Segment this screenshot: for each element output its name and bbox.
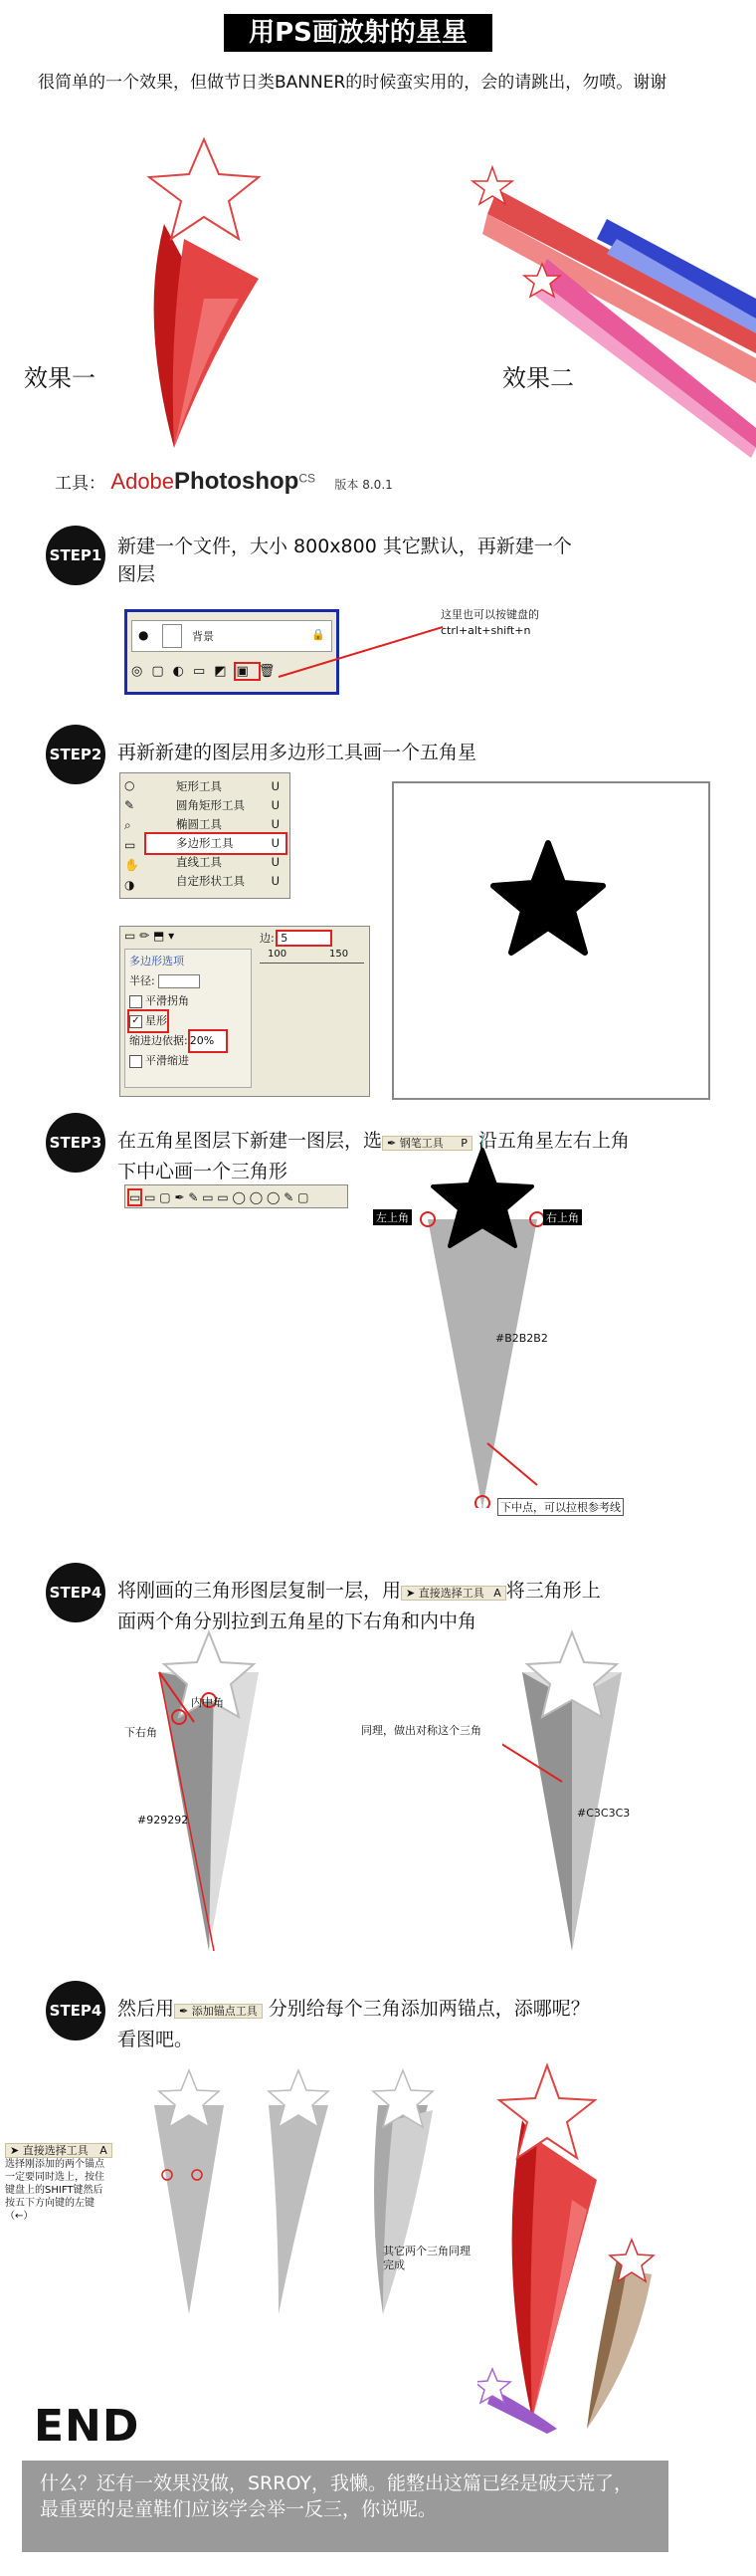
- step5-done-note: 其它两个三角同理 完成: [383, 2245, 471, 2271]
- closing-line1: 什么？还有一效果没做，SRROY，我懒。能整出这篇已经是破天荒了，: [40, 2472, 633, 2494]
- step1-hint-line1: 这里也可以按键盘的: [441, 608, 539, 621]
- arrow-icon: ➤: [406, 1587, 416, 1600]
- menu-item-ellipse[interactable]: 椭圆工具 U: [176, 817, 280, 831]
- step3-text-line2: 下中心画一个三角形: [117, 1161, 288, 1182]
- pen-tool-chip: ✒ 钢笔工具 P: [382, 1136, 472, 1151]
- final-result-illustration: [477, 2060, 657, 2439]
- step4-text-line2: 面两个角分别拉到五角星的下右角和内中角: [117, 1610, 477, 1632]
- menu-item-rounded-rectangle[interactable]: 圆角矩形工具 U: [176, 798, 280, 812]
- label-upper-right: 右上角: [543, 1209, 582, 1225]
- step5-left-note: ➤ 直接选择工具 A 选择刚添加的两个锚点 一定要同时选上，按住 键盘上的SHIFT键然后 按五下方向键的左键 （←）: [5, 2143, 129, 2223]
- effect-two-label: 效果二: [502, 364, 574, 392]
- direct-select-chip: ➤ 直接选择工具 A: [401, 1586, 506, 1601]
- smooth-indents-checkbox[interactable]: 平滑缩进: [129, 1051, 247, 1071]
- new-layer-icon[interactable]: ▣: [236, 664, 258, 679]
- page-title: 用PS画放射的星星: [224, 14, 492, 52]
- lock-icon: 🔒: [311, 628, 325, 641]
- star-checkbox[interactable]: ✓ 星形: [129, 1011, 167, 1031]
- brand-adobe: Adobe: [110, 469, 175, 494]
- smooth-corners-checkbox[interactable]: 平滑拐角: [129, 991, 247, 1011]
- step4-left-color: #929292: [137, 1814, 189, 1826]
- step3-color: #B2B2B2: [495, 1332, 548, 1345]
- menu-item-rectangle[interactable]: 矩形工具 U: [176, 779, 280, 793]
- black-star: [394, 783, 708, 1098]
- step3-badge: STEP3: [46, 1113, 105, 1173]
- label-lower-right: 下右角: [124, 1726, 157, 1739]
- direct-select-chip-2: ➤ 直接选择工具 A: [5, 2143, 112, 2158]
- step3-options-bar[interactable]: ▭ ▭ ▢ ✒ ✎ ▭ ▭ ◯ ◯ ◯ ✎ ▢: [124, 1184, 348, 1208]
- intro-text: 很简单的一个效果，但做节日类BANNER的时候蛮实用的，会的请跳出，勿喷。谢谢: [38, 73, 667, 93]
- step1-hint: [441, 607, 539, 639]
- indent-input[interactable]: 20%: [190, 1031, 226, 1051]
- radius-input[interactable]: [158, 974, 200, 988]
- step3-bottom-note: 下中点，可以拉根参考线: [497, 1498, 624, 1516]
- shape-layers-icon: ▭: [129, 1190, 141, 1204]
- label-upper-left: 左上角: [373, 1209, 412, 1225]
- sides-input[interactable]: 5: [278, 932, 330, 945]
- step1-text-line2: 图层: [117, 563, 156, 585]
- step1-text-line1: 新建一个文件，大小 800x800 其它默认，再新建一个: [117, 536, 572, 557]
- layer-thumbnail: [162, 624, 182, 648]
- step3-text: 在五角星图层下新建一图层，选 ✒ 钢笔工具 P 沿五角星左右上角 下中心画一个三角形: [117, 1127, 714, 1185]
- step2-text: 再新新建的图层用多边形工具画一个五角星: [117, 742, 477, 763]
- step4-badge: STEP4: [46, 1563, 105, 1622]
- ruler: 100 150: [260, 949, 364, 964]
- layer-footer-icons[interactable]: ◎▢◐▭◩▣🗑: [131, 664, 284, 679]
- indent-row: 缩进边依据: 20%: [129, 1031, 247, 1051]
- step5-diagrams: [139, 2065, 477, 2324]
- polygon-options-panel: [119, 926, 370, 1097]
- sides-field: [260, 930, 330, 946]
- step2-badge: STEP2: [46, 725, 105, 784]
- step1-arrow: [274, 622, 448, 682]
- toolbar-icons: ○ ✎ ⌕ ▭ ✋ ◑: [124, 778, 139, 892]
- tool-line: [55, 468, 393, 496]
- tool-label: 工具：: [55, 474, 105, 494]
- menu-item-line[interactable]: 直线工具 U: [176, 855, 280, 869]
- version-text: 版本 8.0.1: [334, 478, 393, 492]
- effect-one-illustration: [99, 129, 279, 458]
- sides-label: 边:: [260, 932, 275, 945]
- step4-right-diagram: [502, 1622, 642, 1961]
- add-anchor-chip: ✒ 添加锚点工具: [174, 2004, 263, 2019]
- step1-hint-line2: ctrl+alt+shift+n: [441, 624, 531, 637]
- closing-line2: 最重要的是童鞋们应该学会举一反三，你说呢。: [40, 2498, 438, 2520]
- step4-text: 将刚画的三角形图层复制一层，用 ➤ 直接选择工具 A 将三角形上 面两个角分别拉到五角星的下右角和内中角: [117, 1577, 714, 1635]
- menu-item-custom-shape[interactable]: 自定形状工具 U: [176, 874, 280, 888]
- step5-badge: STEP4: [46, 1981, 105, 2040]
- effect-two-illustration: [468, 159, 756, 458]
- brand-cs: CS: [298, 471, 316, 486]
- pen-plus-icon: ✒: [179, 2005, 189, 2018]
- step3-diagram: [408, 1135, 666, 1508]
- step2-canvas: [392, 781, 710, 1100]
- radius-row: 半径:: [129, 971, 247, 991]
- menu-item-polygon[interactable]: 多边形工具 U: [146, 834, 285, 853]
- step4-right-color: #C3C3C3: [577, 1807, 631, 1820]
- options-title: 多边形选项: [129, 955, 184, 967]
- options-toolbar[interactable]: ▭ ✏ ⬒ ▾: [124, 929, 175, 943]
- shape-tool-menu: [119, 772, 290, 899]
- step5-text: 然后用 ✒ 添加锚点工具 分别给每个三角添加两锚点，添哪呢？ 看图吧。: [117, 1995, 714, 2053]
- step5-text-line2: 看图吧。: [117, 2029, 194, 2050]
- step4-same-note: 同理，做出对称这个三角: [361, 1724, 481, 1737]
- end-title: END: [34, 2401, 140, 2452]
- eye-icon[interactable]: ●: [138, 628, 149, 642]
- effect-one-label: 效果一: [24, 364, 95, 392]
- step1-badge: STEP1: [46, 526, 105, 585]
- brand-photoshop: Photoshop: [174, 468, 299, 495]
- shape-tool-list: [146, 777, 285, 891]
- layer-name: 背景: [192, 630, 214, 643]
- pen-icon: ✒: [387, 1137, 397, 1150]
- options-dropdown: [124, 949, 252, 1088]
- label-inner-mid: 内中角: [191, 1696, 224, 1709]
- step1-text: [117, 533, 572, 588]
- closing-box: [22, 2461, 668, 2552]
- step4-left-diagram: [139, 1622, 279, 1961]
